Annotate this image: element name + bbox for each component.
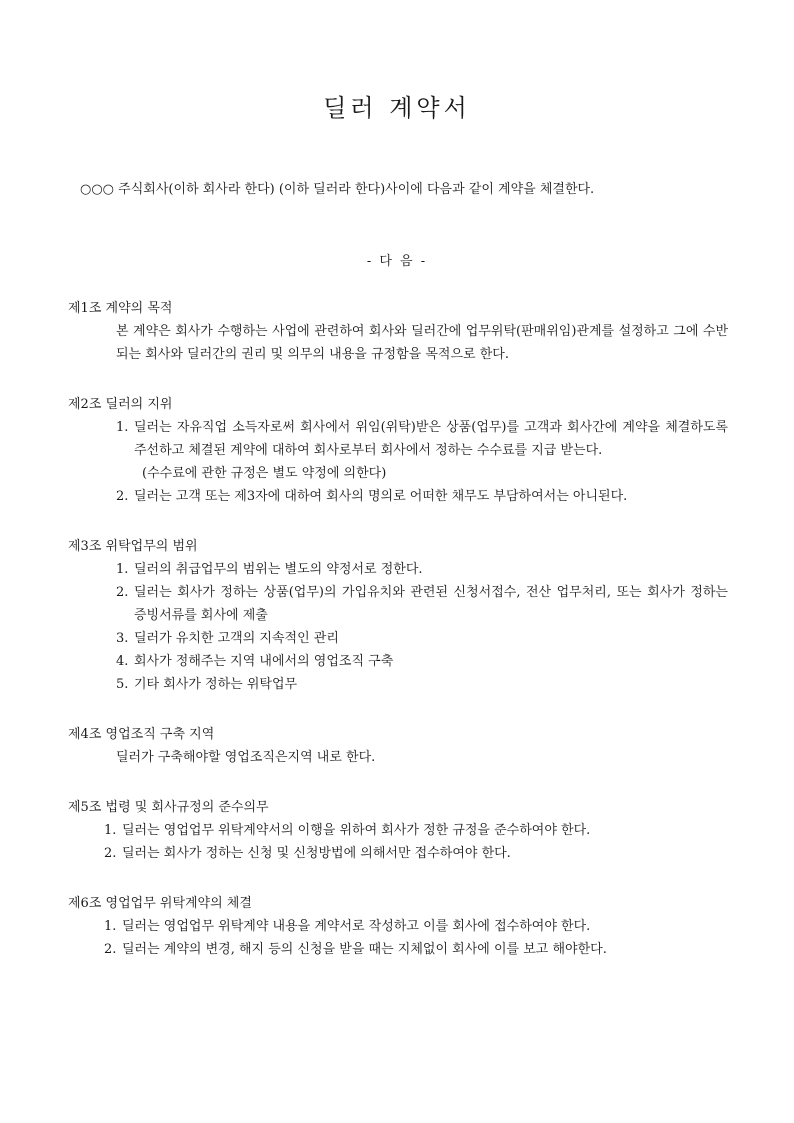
article-6 [68, 893, 728, 961]
article-5 [68, 797, 728, 865]
list-item [68, 558, 728, 581]
list-item [68, 650, 728, 673]
list-item [68, 842, 728, 865]
item-text: 딜러는 자유직업 소득자로써 회사에서 위임(위탁)받은 상품(업무)를 고객과 회사간에 계약을 체결하도록 주선하고 체결된 계약에 대하여 회사로부터 회사에서 정하는 수수료를 지급 받는다. [134, 420, 728, 458]
list-item [68, 416, 728, 462]
item-number: 4. [116, 654, 129, 669]
item-number: 2. [116, 489, 129, 504]
list-item [68, 819, 728, 842]
list-item [68, 581, 728, 627]
item-number: 3. [116, 631, 129, 646]
item-text: 딜러는 계약의 변경, 해지 등의 신청을 받을 때는 지체없이 회사에 이를 보고 해야한다. [122, 942, 607, 957]
item-number: 1. [104, 919, 117, 934]
list-item [68, 485, 728, 508]
item-text: 딜러가 유치한 고객의 지속적인 관리 [134, 631, 339, 646]
article-title: 제2조 딜러의 지위 [68, 397, 173, 412]
item-number: 2. [104, 846, 117, 861]
article-body: 딜러가 구축해야할 영업조직은지역 내로 한다. [116, 750, 376, 765]
item-text: 딜러는 고객 또는 제3자에 대하여 회사의 명의로 어떠한 채무도 부담하여서는 아니된다. [134, 489, 628, 504]
list-item [68, 915, 728, 938]
intro-paragraph: ○○○ 주식회사(이하 회사라 한다) (이하 딜러라 한다)사이에 다음과 같이 계약을 체결한다. [80, 182, 595, 197]
item-number: 1. [104, 823, 117, 838]
item-number: 5. [116, 677, 129, 692]
article-title: 제1조 계약의 목적 [68, 301, 173, 316]
article-title: 제3조 위탁업무의 범위 [68, 539, 198, 554]
list-item [68, 627, 728, 650]
article-4 [68, 724, 728, 769]
item-text: 딜러는 영업업무 위탁계약 내용을 계약서로 작성하고 이를 회사에 접수하여야 한다. [122, 919, 591, 934]
article-body: 본 계약은 회사가 수행하는 사업에 관련하여 회사와 딜러간에 업무위탁(판매위임)관계를 설정하고 그에 수반되는 회사와 딜러간의 권리 및 의무의 내용을 규정함을 목적으로 한다. [116, 324, 728, 362]
item-text: 회사가 정해주는 지역 내에서의 영업조직 구축 [134, 654, 394, 669]
article-title: 제6조 영업업무 위탁계약의 체결 [68, 896, 252, 911]
article-note: (수수료에 관한 규정은 별도 약정에 의한다) [142, 466, 387, 481]
item-text: 딜러의 취급업무의 범위는 별도의 약정서로 정한다. [134, 562, 423, 577]
item-number: 1. [116, 420, 129, 435]
article-2 [68, 394, 728, 508]
item-number: 2. [104, 942, 117, 957]
item-text: 딜러는 회사가 정하는 상품(업무)의 가입유치와 관련된 신청서접수, 전산 업무처리, 또는 회사가 정하는 증빙서류를 회사에 제출 [134, 585, 728, 623]
item-text: 기타 회사가 정하는 위탁업무 [134, 677, 298, 692]
article-title: 제4조 영업조직 구축 지역 [68, 727, 215, 742]
item-number: 1. [116, 562, 129, 577]
item-number: 2. [116, 585, 129, 600]
articles-list [68, 298, 728, 989]
article-title: 제5조 법령 및 회사규정의 준수의무 [68, 800, 269, 815]
list-item [68, 938, 728, 961]
item-text: 딜러는 영업업무 위탁계약서의 이행을 위하여 회사가 정한 규정을 준수하여야 한다. [122, 823, 591, 838]
document-title: 딜러 계약서 [323, 94, 471, 122]
section-separator: - 다 음 - [366, 254, 428, 269]
article-1 [68, 298, 728, 366]
item-text: 딜러는 회사가 정하는 신청 및 신청방법에 의해서만 접수하여야 한다. [122, 846, 511, 861]
list-item [68, 673, 728, 696]
article-3 [68, 536, 728, 696]
